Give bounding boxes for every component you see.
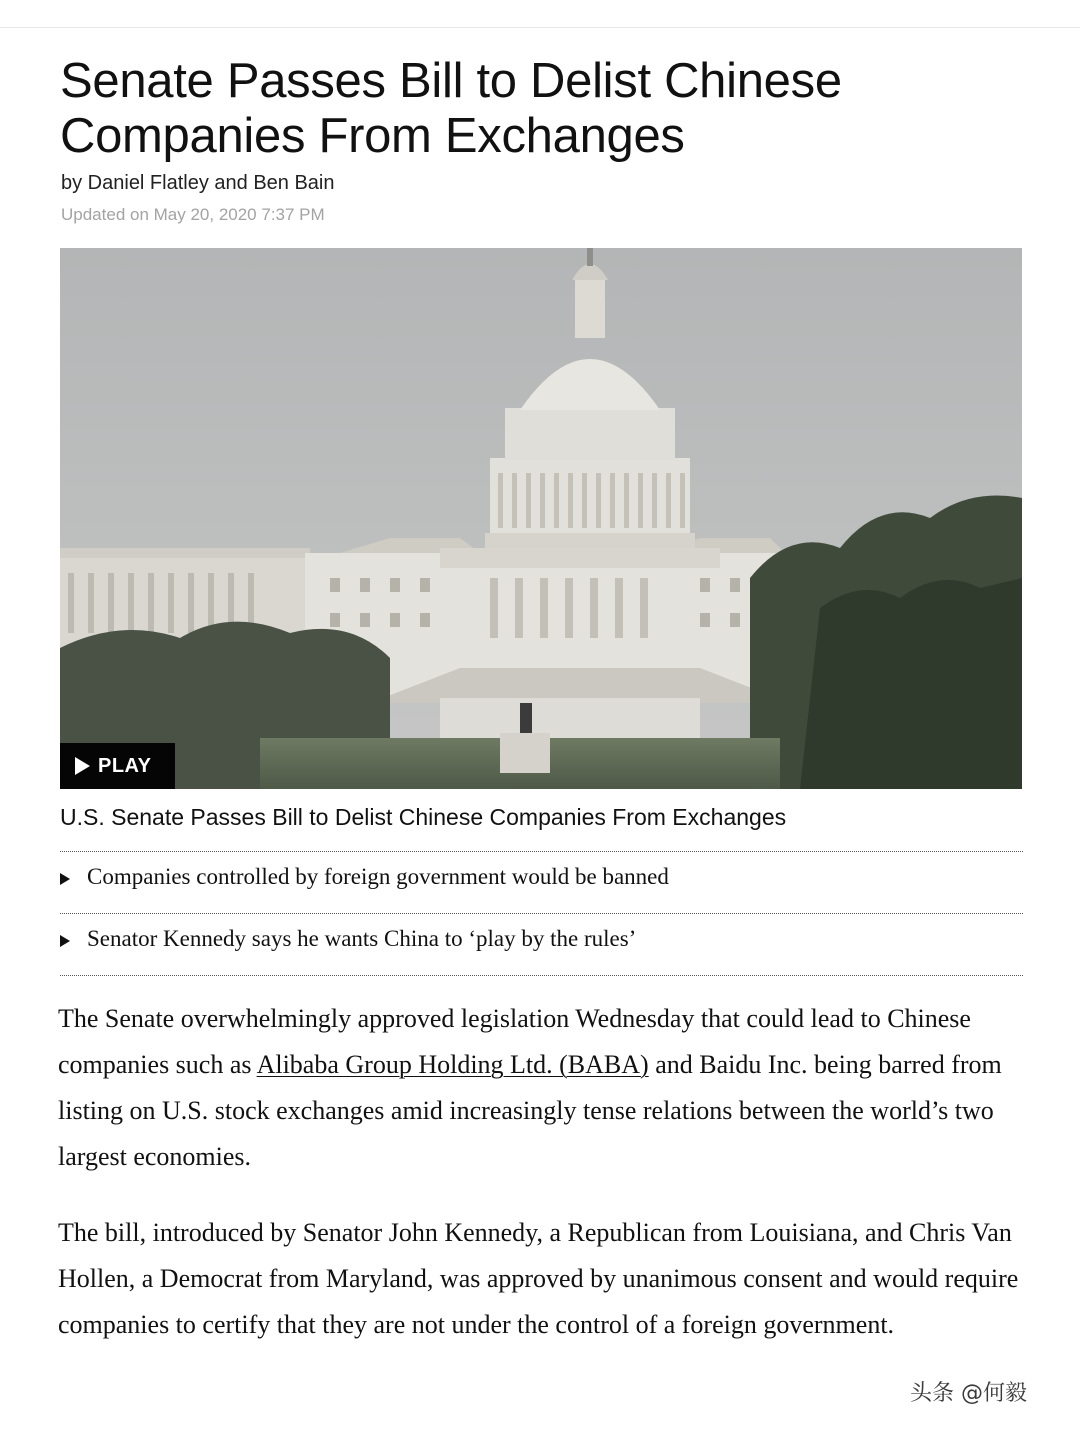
top-divider: [0, 27, 1080, 28]
bullet-text: Senator Kennedy says he wants China to ‘play by the rules’: [87, 926, 637, 951]
bullet-divider: [60, 851, 1023, 852]
article-headline: Senate Passes Bill to Delist Chinese Companies From Exchanges: [60, 54, 842, 163]
paragraph-text: The Senate overwhelmingly approved legislation Wednesday that could lead to Chinese companies such as: [58, 1004, 971, 1079]
body-paragraph-1: [58, 996, 1033, 1180]
bullet-item: [60, 857, 1023, 897]
source-watermark: 头条 @何毅: [910, 1381, 1027, 1406]
paragraph-text: and Baidu Inc. being barred from listing on U.S. stock exchanges amid increasingly tense relations between the world’s two largest economies.: [58, 1050, 1002, 1171]
article-updated-date: Updated on May 20, 2020 7:37 PM: [61, 205, 325, 224]
bullet-arrow-icon: [60, 935, 70, 947]
bullet-item: [60, 919, 1023, 959]
bullet-divider: [60, 913, 1023, 914]
play-triangle-icon: [75, 757, 90, 775]
bullet-text: Companies controlled by foreign government would be banned: [87, 864, 669, 889]
play-button[interactable]: [60, 743, 175, 789]
bullet-arrow-icon: [60, 873, 70, 885]
article-byline[interactable]: by Daniel Flatley and Ben Bain: [61, 172, 335, 194]
body-paragraph-2: The bill, introduced by Senator John Kennedy, a Republican from Louisiana, and Chris Van Hollen, a Democrat from Maryland, was approved by unanimous consent and would require companies to certify that they are not under the control of a foreign government.: [58, 1218, 1019, 1339]
play-label: PLAY: [98, 754, 152, 777]
video-caption: U.S. Senate Passes Bill to Delist Chinese Companies From Exchanges: [60, 804, 787, 830]
bullet-divider: [60, 975, 1023, 976]
capitol-photo: [60, 248, 1022, 789]
alibaba-quote-link[interactable]: Alibaba Group Holding Ltd. (BABA): [256, 1050, 649, 1079]
hero-video[interactable]: [60, 248, 1022, 789]
